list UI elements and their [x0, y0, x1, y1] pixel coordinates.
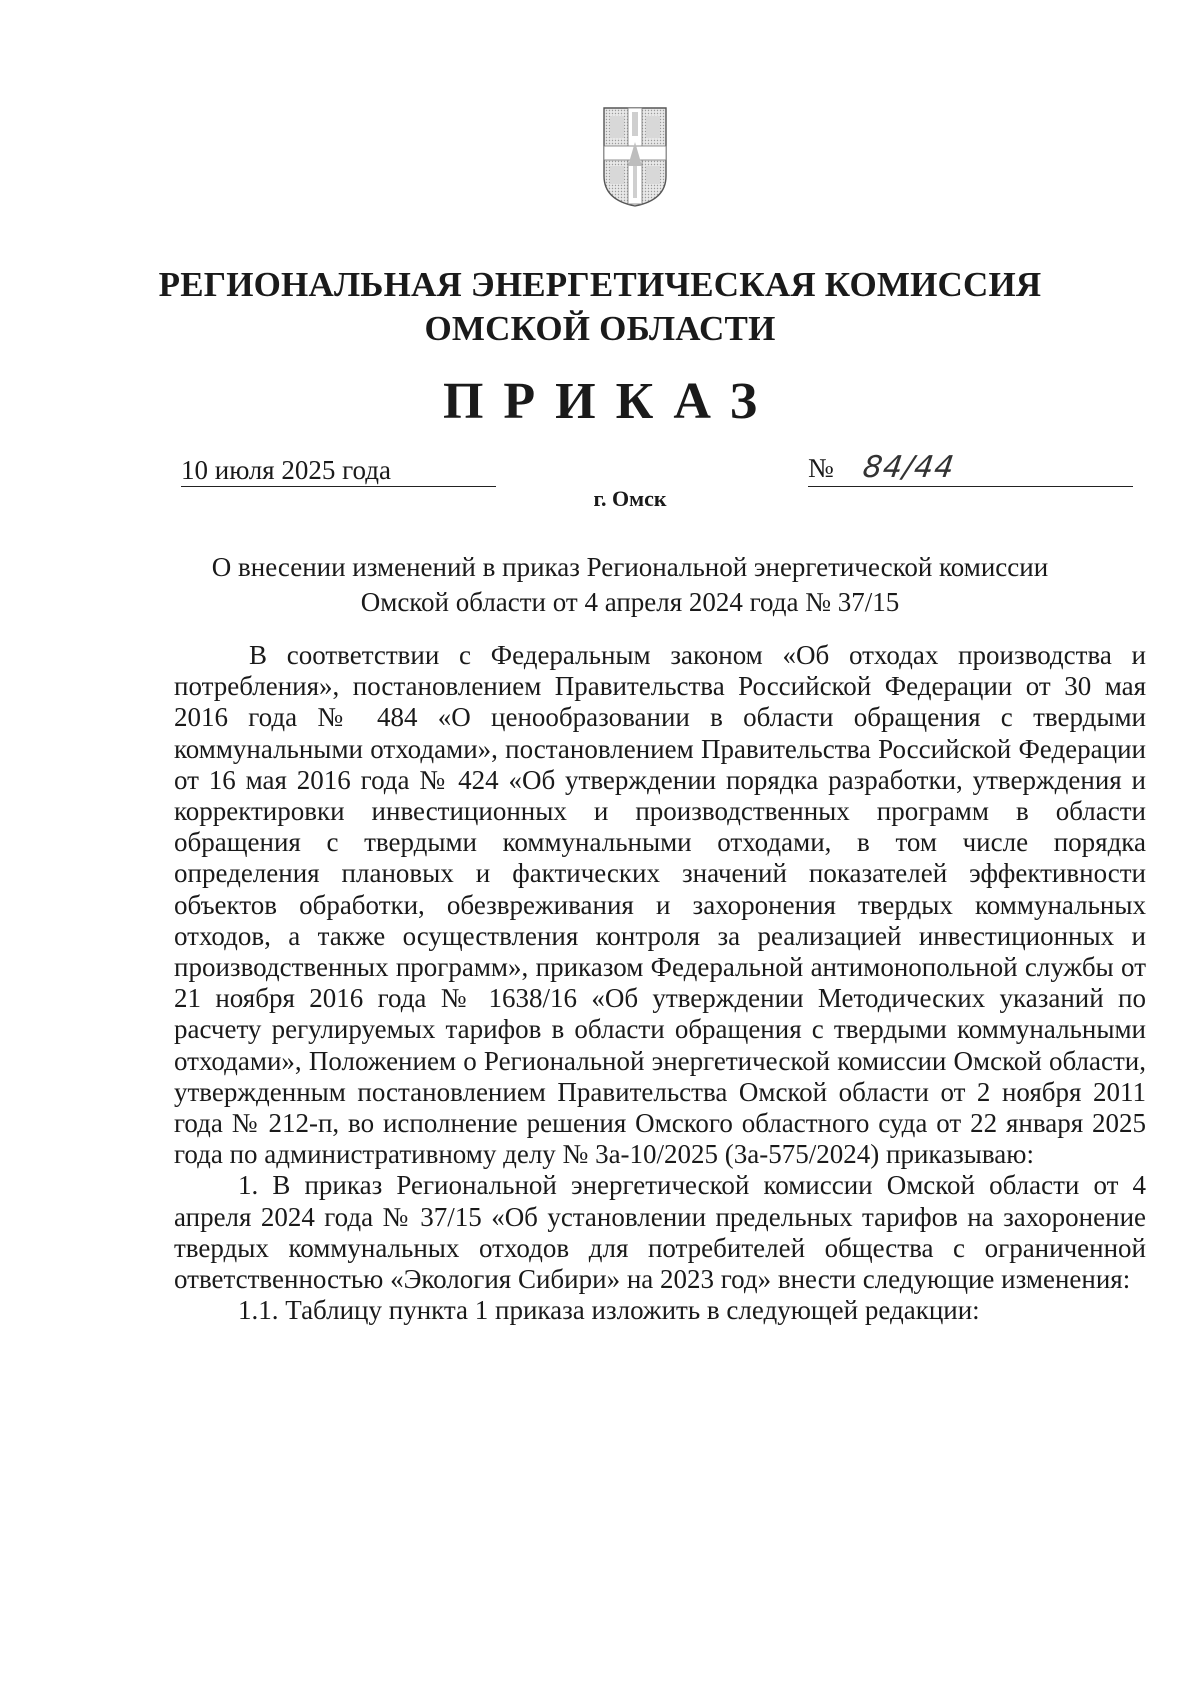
- document-body: [174, 640, 1146, 1326]
- subject-line1: О внесении изменений в приказ Региональной энергетической комиссии: [211, 552, 1049, 582]
- document-date: 10 июля 2025 года: [181, 455, 496, 487]
- document-type-title: ПРИКАЗ: [442, 373, 778, 430]
- document-number: [808, 450, 1133, 487]
- organization-name-line2: ОМСКОЙ ОБЛАСТИ: [424, 309, 776, 348]
- document-city: г. Омск: [593, 486, 667, 511]
- subject-line2: Омской области от 4 апреля 2024 года № 37/15: [360, 587, 900, 617]
- organization-name-line1: РЕГИОНАЛЬНАЯ ЭНЕРГЕТИЧЕСКАЯ КОМИССИЯ: [158, 265, 1042, 304]
- document-subject: [170, 550, 1090, 620]
- item-1-1-paragraph: 1.1. Таблицу пункта 1 приказа изложить в следующей редакции:: [238, 1295, 980, 1326]
- preamble-paragraph: В соответствии с Федеральным законом «Об отходах производства и потребления», постановлением Правительства Российской Федерации от 30 мая 2016 года № 484 «О ценообразовании в области обращения с твердыми коммунальными отходами», постановлением Правительства Российской Федерации от 16 мая 2016 года № 424 «Об утверждении порядка разработки, утверждения и корректировки инвестиционных и производственных программ в области обращения с твердыми коммунальными отходами, в том числе порядка определения плановых и фактических значений показателей эффективности объектов обработки, обезвреживания и захоронения твердых коммунальных отходов, а также осуществления контроля за реализацией инвестиционных и производственных программ», приказом Федеральной антимонопольной службы от 21 ноября 2016 года № 1638/16 «Об утверждении Методических указаний по расчету регулируемых тарифов в области обращения с твердыми коммунальными отходами», Положением о Региональной энергетической комиссии Омской области, утвержденным постановлением Правительства Омской области от 2 ноября 2011 года № 212-п, во исполнение решения Омского областного суда от 22 января 2025 года по административному делу № 3а-10/2025 (3а-575/2024) приказываю:: [174, 640, 1146, 1170]
- number-sign: №: [808, 453, 834, 483]
- omsk-coat-of-arms-icon: [602, 106, 668, 208]
- item-1-paragraph: 1. В приказ Региональной энергетической комиссии Омской области от 4 апреля 2024 года № 37/15 «Об установлении предельных тарифов на захоронение твердых коммунальных отходов для потребителей общества с ограниченной ответственностью «Экология Сибири» на 2023 год» внести следующие изменения:: [174, 1170, 1146, 1295]
- handwritten-number: 84/44: [860, 450, 957, 485]
